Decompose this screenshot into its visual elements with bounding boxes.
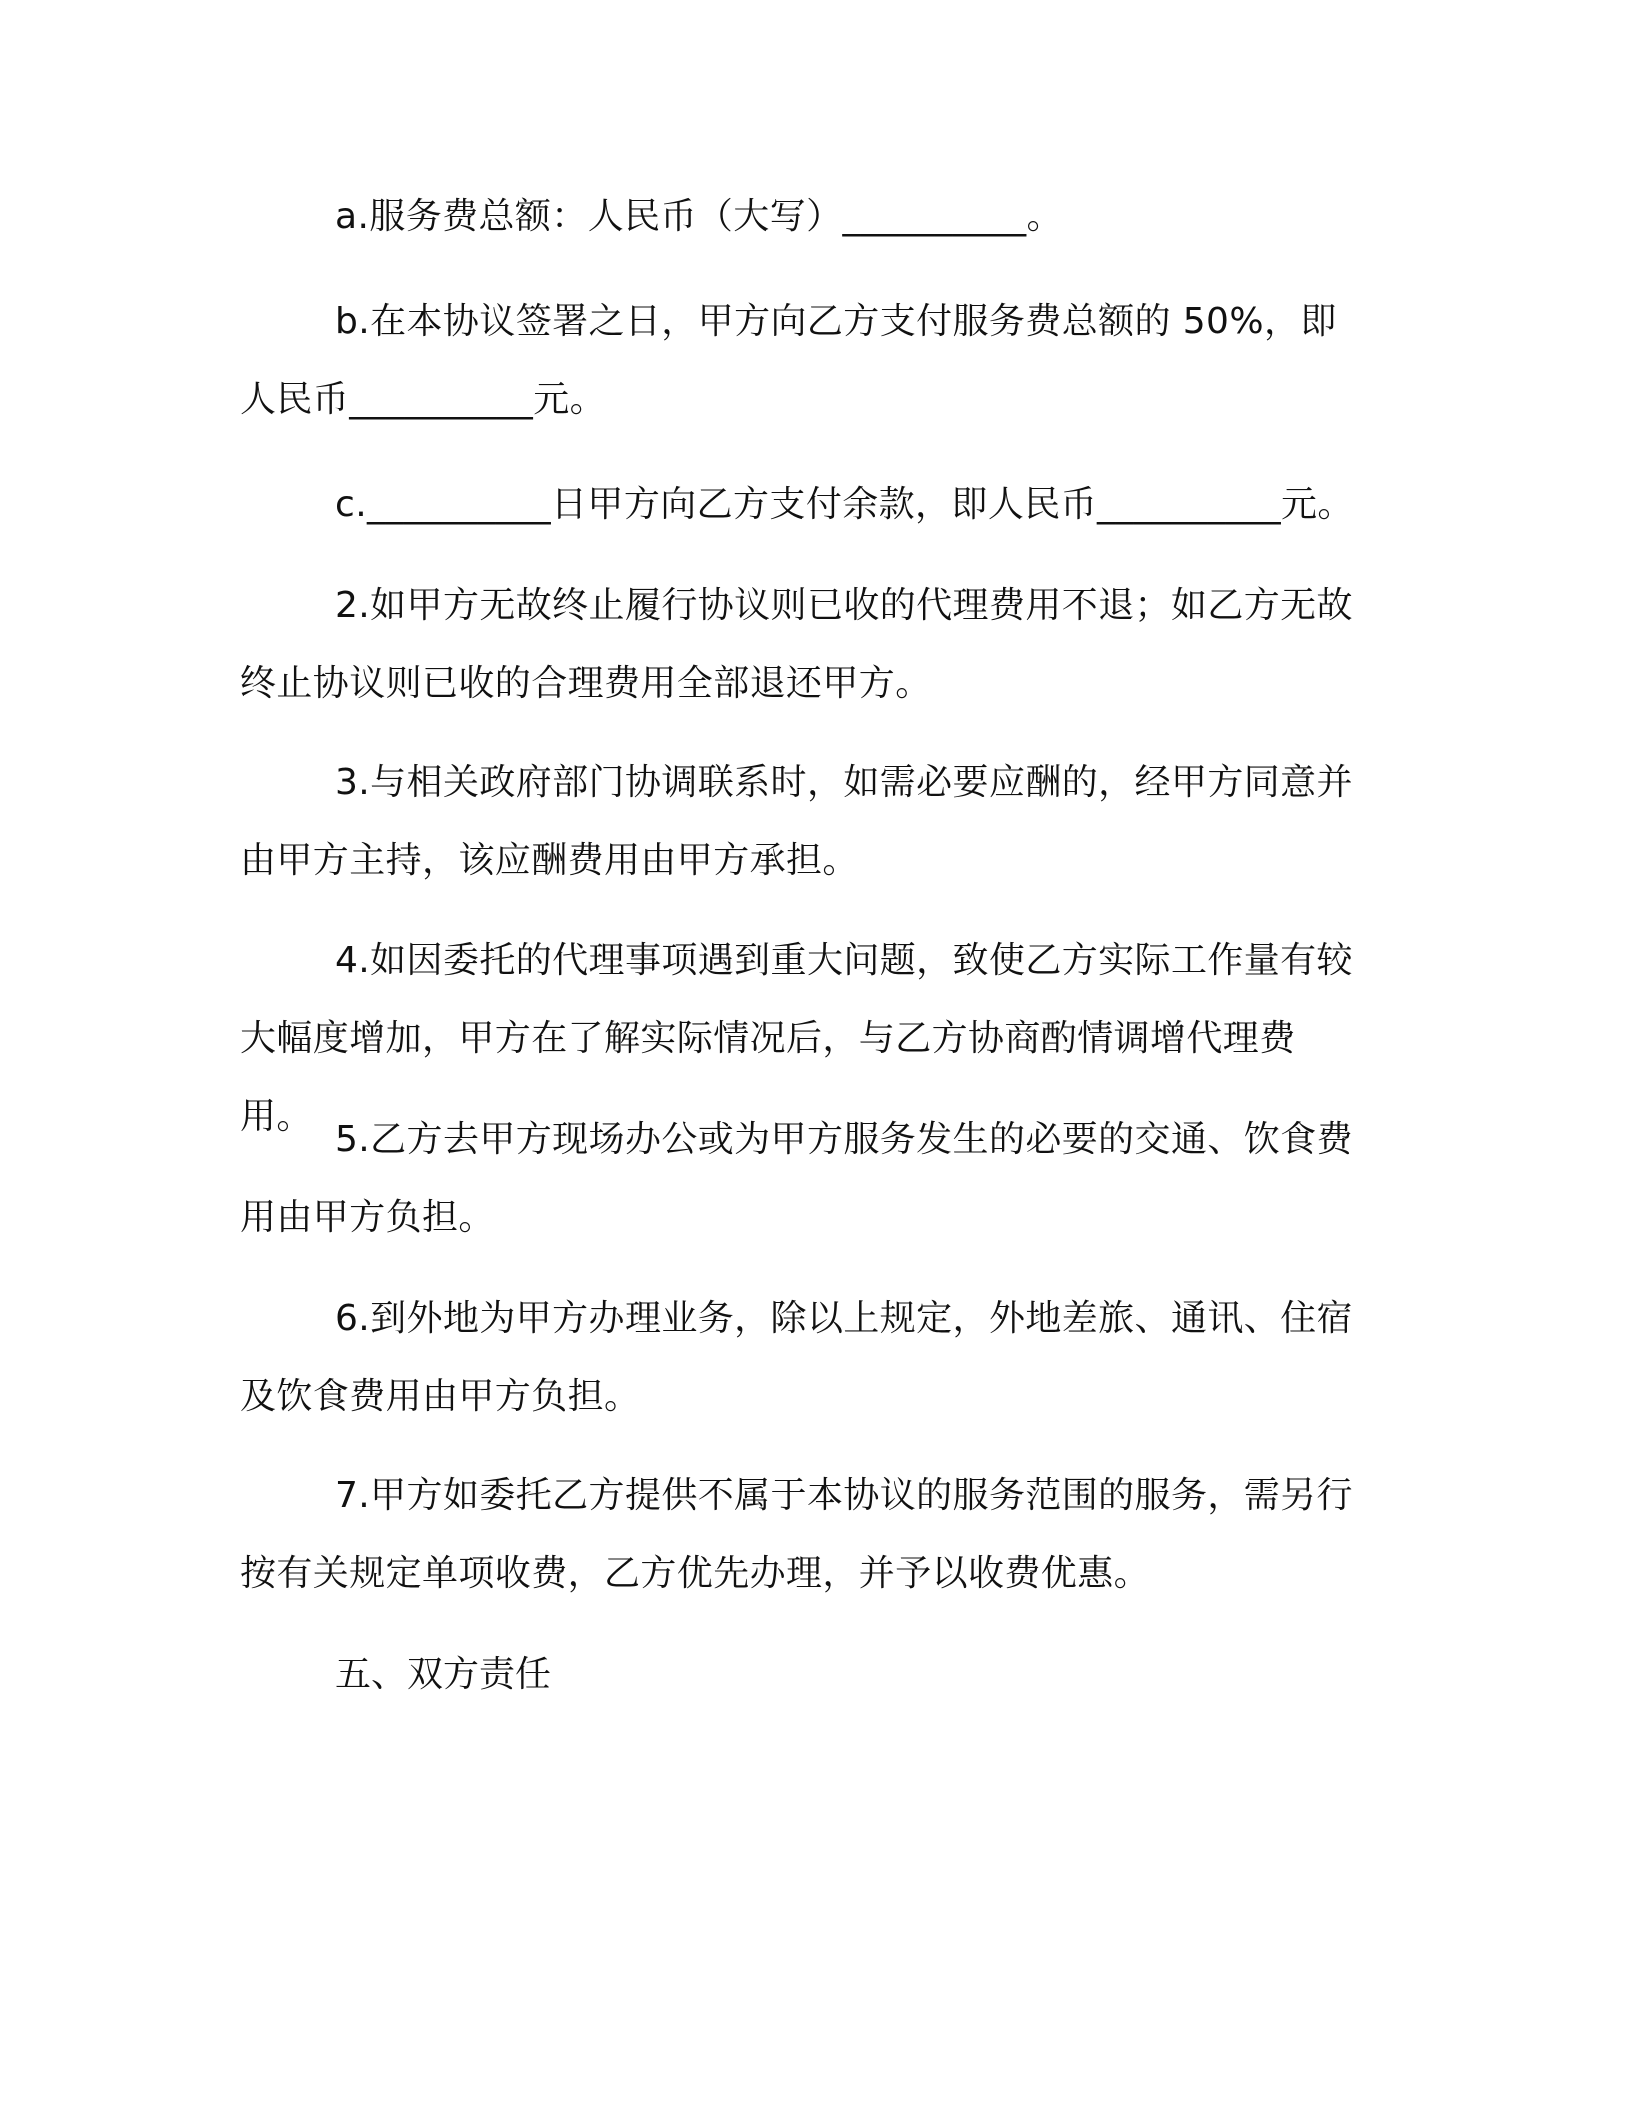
paragraph-first-payment: b.在本协议签署之日，甲方向乙方支付服务费总额的 50%，即人民币__________元。 <box>240 301 1337 420</box>
paragraph-service-fee-total: a.服务费总额：人民币（大写）__________。 <box>335 196 1063 237</box>
paragraph-clause-3: 3.与相关政府部门协调联系时，如需必要应酬的，经甲方同意并由甲方主持，该应酬费用由甲方承担。 <box>240 762 1353 881</box>
paragraph-clause-5: 5.乙方去甲方现场办公或为甲方服务发生的必要的交通、饮食费用由甲方负担。 <box>240 1119 1353 1238</box>
paragraph-clause-7: 7.甲方如委托乙方提供不属于本协议的服务范围的服务，需另行按有关规定单项收费，乙方优先办理，并予以收费优惠。 <box>240 1475 1353 1594</box>
paragraph-clause-4: 4.如因委托的代理事项遇到重大问题，致使乙方实际工作量有较大幅度增加，甲方在了解实际情况后，与乙方协商酌情调增代理费用。 <box>240 940 1353 1137</box>
paragraph-clause-2: 2.如甲方无故终止履行协议则已收的代理费用不退；如乙方无故终止协议则已收的合理费用全部退还甲方。 <box>240 585 1353 704</box>
section-heading-mutual-responsibilities: 五、双方责任 <box>335 1654 552 1695</box>
paragraph-clause-6: 6.到外地为甲方办理业务，除以上规定，外地差旅、通讯、住宿及饮食费用由甲方负担。 <box>240 1298 1353 1417</box>
paragraph-balance-payment: c.__________日甲方向乙方支付余款，即人民币__________元。 <box>335 484 1354 525</box>
